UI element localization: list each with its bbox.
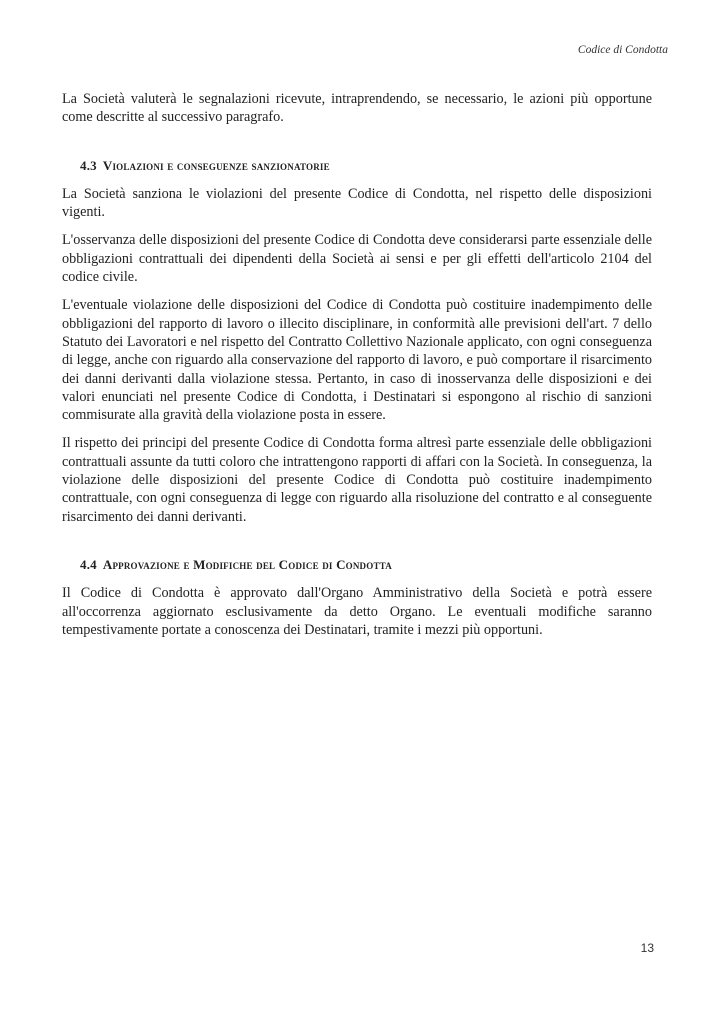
section-title: Violazioni e conseguenze sanzionatorie [102, 157, 330, 173]
document-body [62, 90, 652, 649]
paragraph: L'osservanza delle disposizioni del presente Codice di Condotta deve considerarsi parte essenziale delle obbligazioni contrattuali dei dipendenti della Società ai sensi e per gli effetti dell'articolo 2104 del codice civile. [62, 232, 652, 286]
section-title: Approvazione e Modifiche del Codice di Condotta [102, 556, 392, 572]
section-number: 4.3 [80, 157, 97, 173]
page-number: 13 [640, 941, 654, 955]
paragraph: Il rispetto dei principi del presente Codice di Condotta forma altresì parte essenziale delle obbligazioni contrattuali assunte da tutti coloro che intrattengono rapporti di affari con la Società. In conseguenza, la violazione delle disposizioni del presente Codice di Condotta può costituire inadempimento contrattuale, con ogni conseguenza di legge con riguardo alla risoluzione del contratto e al conseguente risarcimento dei danni derivanti. [62, 435, 652, 525]
paragraph: La Società sanziona le violazioni del presente Codice di Condotta, nel rispetto delle disposizioni vigenti. [62, 185, 652, 221]
section-heading-4-3 [80, 157, 652, 175]
section-number: 4.4 [80, 556, 97, 572]
running-header: Codice di Condotta [577, 44, 668, 56]
intro-paragraph: La Società valuterà le segnalazioni ricevute, intraprendendo, se necessario, le azioni più opportune come descritte al successivo paragrafo. [62, 91, 652, 126]
paragraph: L'eventuale violazione delle disposizioni del Codice di Condotta può costituire inadempimento delle obbligazioni del rapporto di lavoro o illecito disciplinare, in conformità alle previsioni dell'art. 7 dello Statuto dei Lavoratori e nel rispetto del Contratto Collettivo Nazionale applicato, con ogni conseguenza di legge, anche con riguardo alla conservazione del rapporto di lavoro, e può comportare il risarcimento dei danni derivanti dalla violazione stessa. Pertanto, in caso di inosservanza delle disposizioni e dei valori enunciati nel presente Codice di Condotta, i Destinatari si espongono al rischio di sanzioni commisurate alla gravità della violazione posta in essere. [62, 297, 652, 424]
paragraph: Il Codice di Condotta è approvato dall'Organo Amministrativo della Società e potrà essere all'occorrenza aggiornato esclusivamente da detto Organo. Le eventuali modifiche saranno tempestivamente portate a conoscenza dei Destinatari, tramite i mezzi più opportuni. [62, 585, 652, 638]
section-heading-4-4 [80, 556, 652, 574]
